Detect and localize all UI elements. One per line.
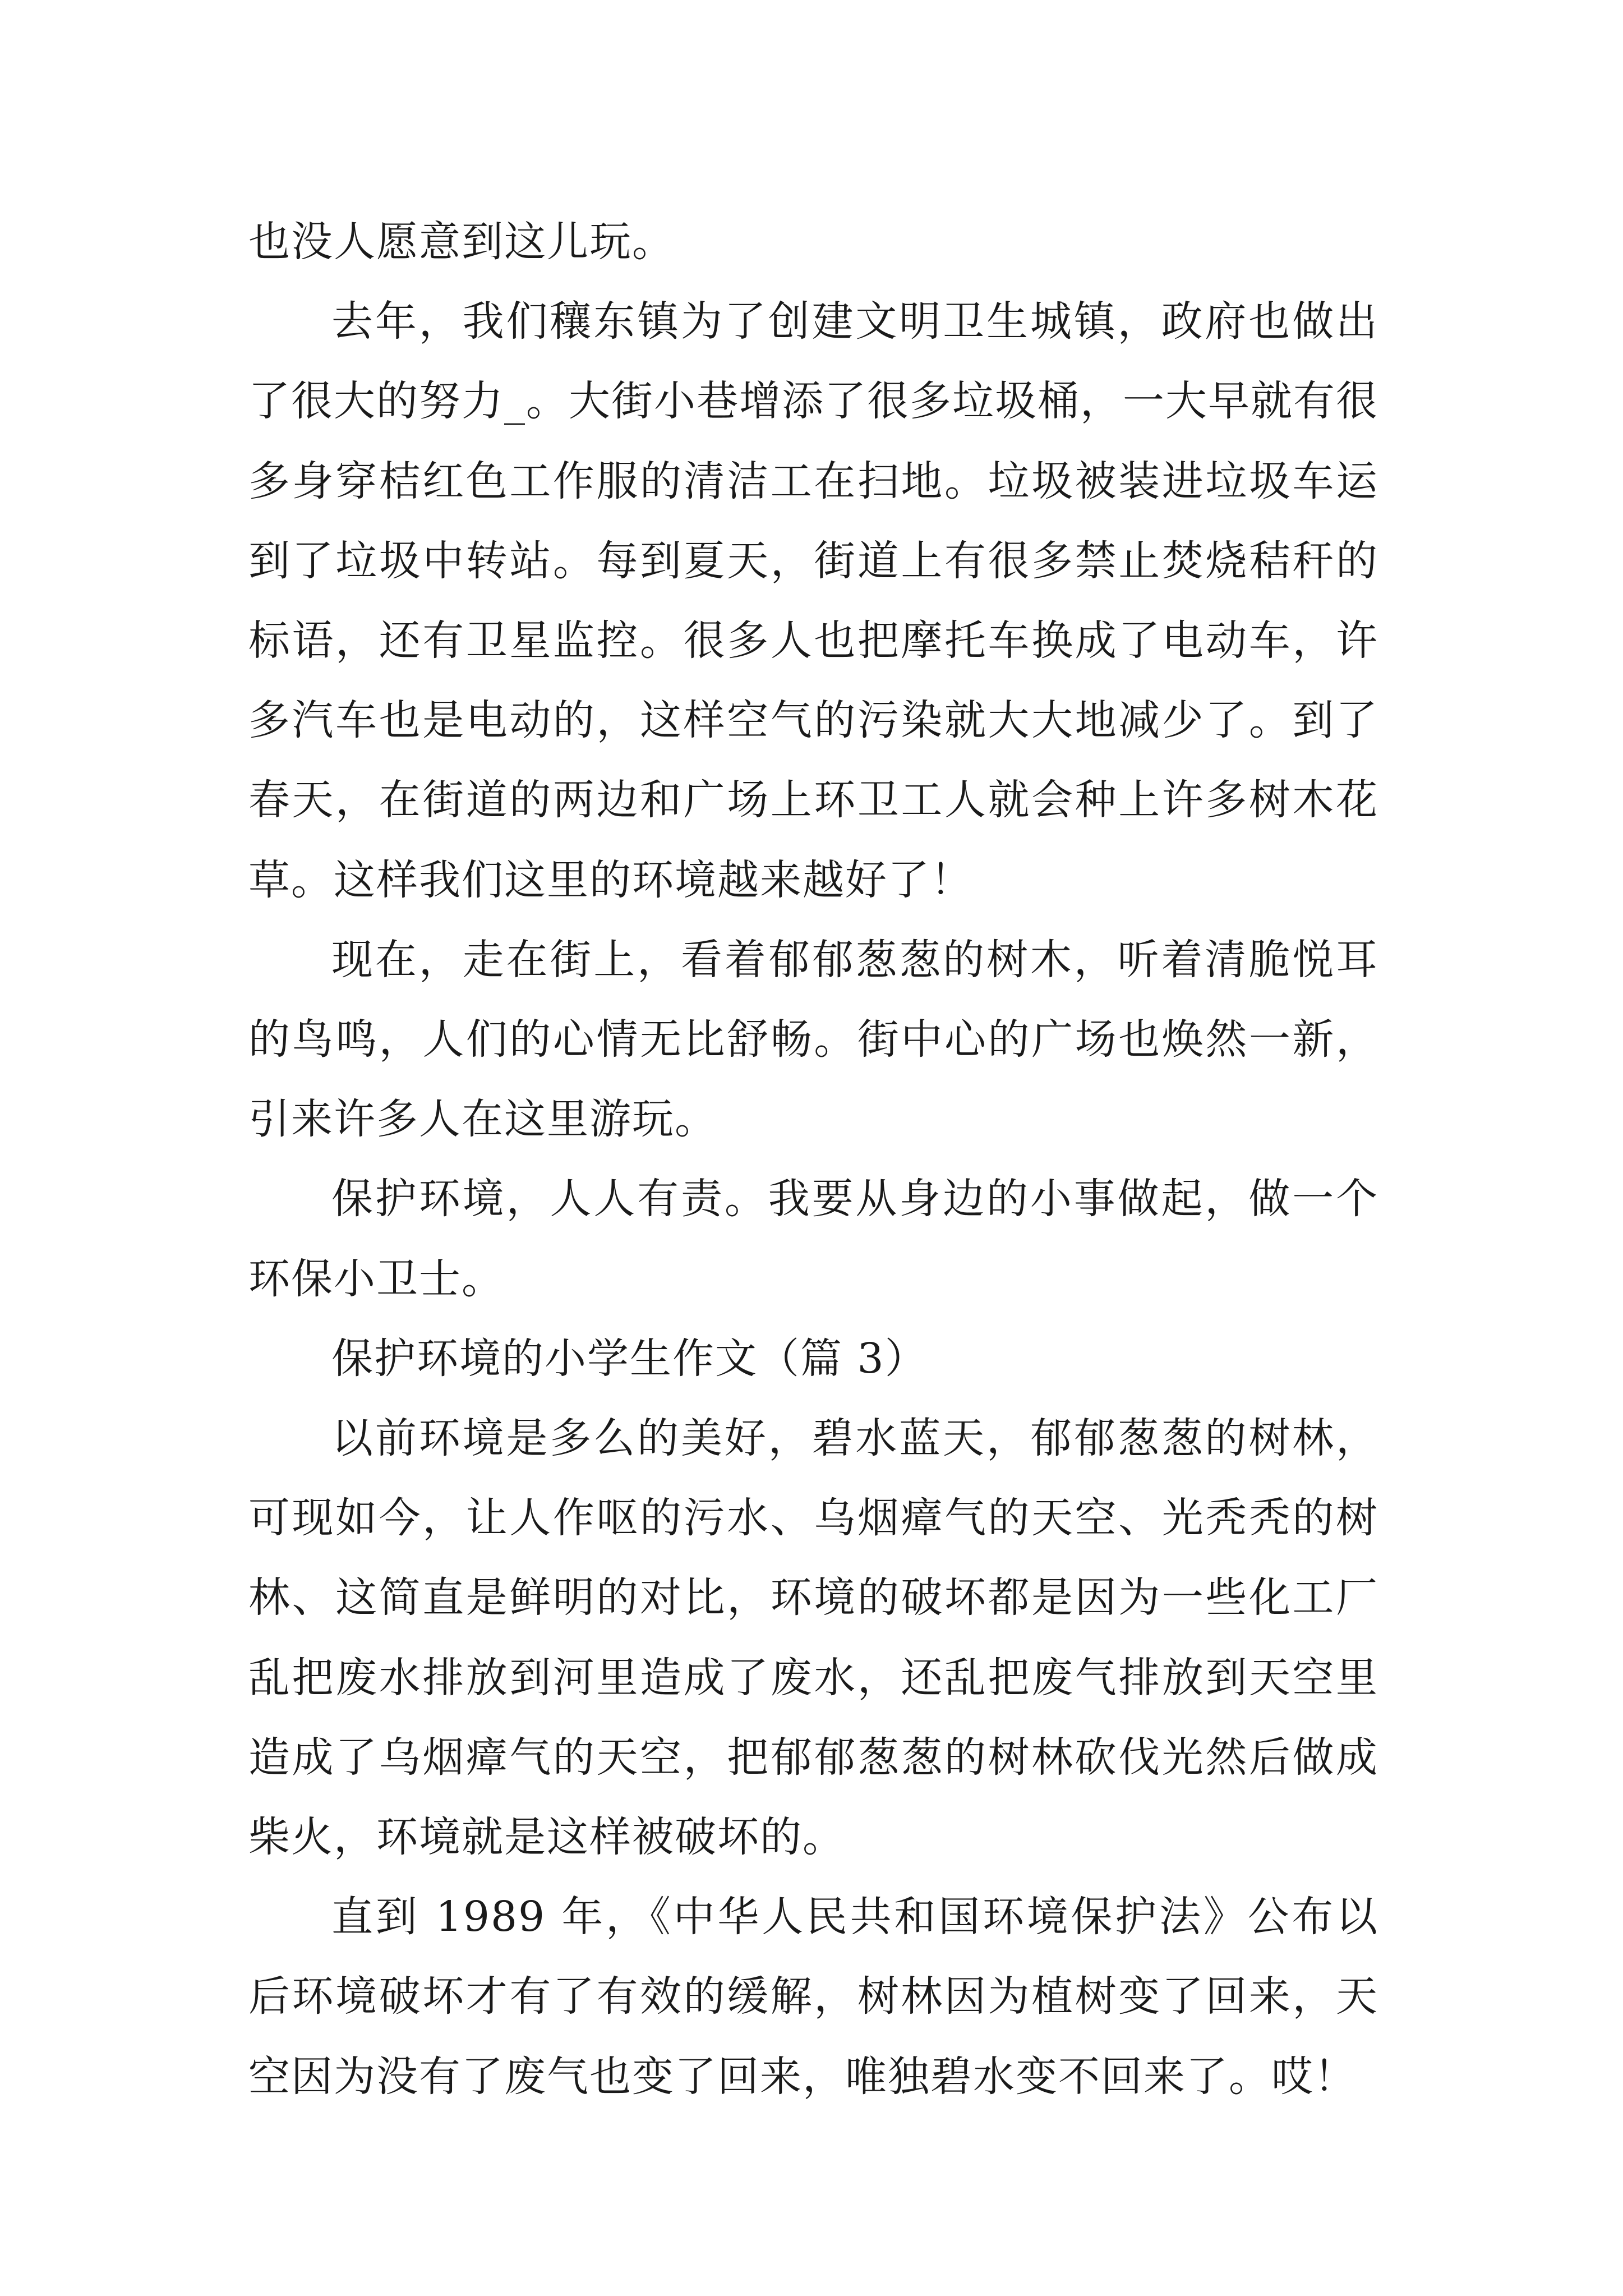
document-body <box>248 202 1378 2116</box>
paragraph: 以前环境是多么的美好，碧水蓝天，郁郁葱葱的树林，可现如今，让人作呕的污水、乌烟瘴气的天空、光秃秃的树林、这简直是鲜明的对比，环境的破坏都是因为一些化工厂乱把废水排放到河里造成了废水，还乱把废气排放到天空里造成了乌烟瘴气的天空，把郁郁葱葱的树林砍伐光然后做成柴火，环境就是这样被破坏的。 <box>248 1414 1378 1862</box>
paragraph: 去年，我们穰东镇为了创建文明卫生城镇，政府也做出了很大的努力_。大街小巷增添了很多垃圾桶，一大早就有很多身穿桔红色工作服的清洁工在扫地。垃圾被装进垃圾车运到了垃圾中转站。每到夏天，街道上有很多禁止焚烧秸秆的标语，还有卫星监控。很多人也把摩托车换成了电动车，许多汽车也是电动的，这样空气的污染就大大地减少了。到了春天，在街道的两边和广场上环卫工人就会种上许多树木花草。这样我们这里的环境越来越好了！ <box>248 297 1378 904</box>
paragraph-continuation: 也没人愿意到这儿玩。 <box>248 218 675 266</box>
paragraph: 保护环境，人人有责。我要从身边的小事做起，做一个环保小卫士。 <box>248 1175 1378 1303</box>
paragraph: 直到 1989 年，《中华人民共和国环境保护法》公布以后环境破坏才有了有效的缓解，树林因为植树变了回来，天空因为没有了废气也变了回来，唯独碧水变不回来了。哎！ <box>248 1893 1378 2101</box>
paragraph: 现在，走在街上，看着郁郁葱葱的树木，听着清脆悦耳的鸟鸣，人们的心情无比舒畅。街中心的广场也焕然一新，引来许多人在这里游玩。 <box>248 935 1378 1144</box>
section-heading: 保护环境的小学生作文（篇 3） <box>331 1334 928 1383</box>
